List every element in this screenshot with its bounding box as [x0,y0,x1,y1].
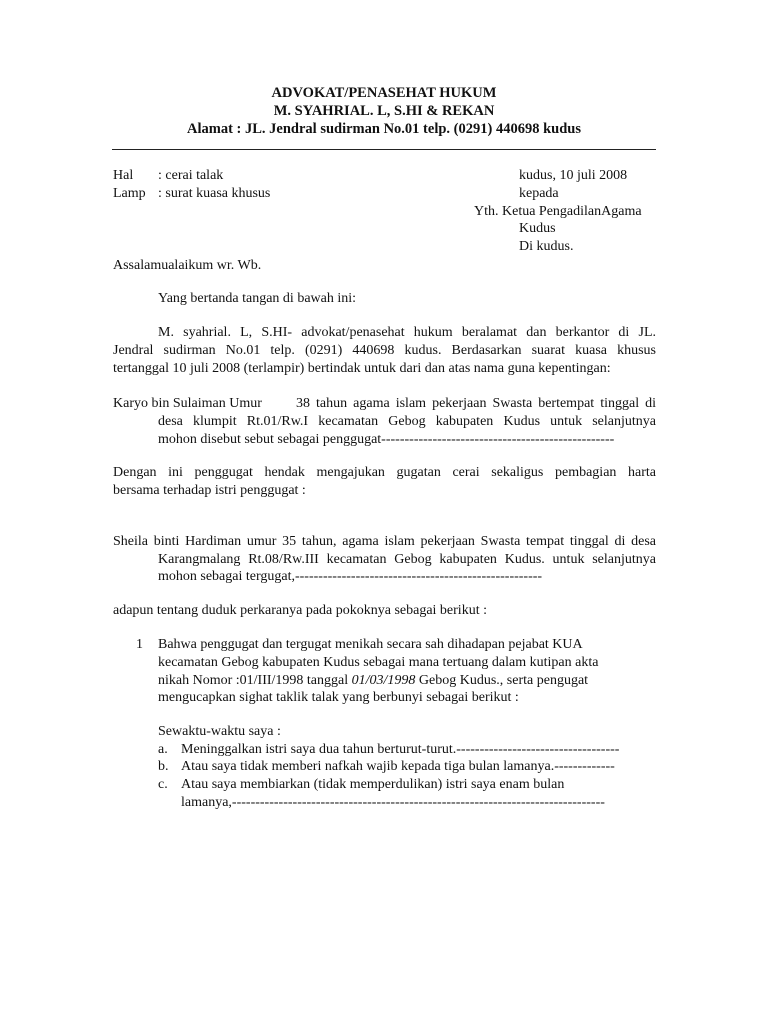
vow-item-c: Atau saya membiarkan (tidak memperdulikan) istri saya enam bulan [181,777,565,792]
vow-item-a: Meninggalkan istri saya dua tahun berturut-turut.----------------------------------- [181,742,620,757]
letter-date: kudus, 10 juli 2008 [519,168,628,183]
vow-marker-c: c. [158,777,168,792]
point1-line-4: mengucapkan sighat taklik talak yang berbunyi sebagai berikut : [158,690,519,705]
advocate-line-3: tertanggal 10 juli 2008 (terlampir) bertindak untuk dari dan atas nama guna kepentingan: [113,361,611,376]
point-number: 1 [136,637,143,652]
recipient-title: Yth. Ketua PengadilanAgama [474,204,642,219]
point1-line-2: kecamatan Gebog kabupaten Kudus sebagai mana tertuang dalam kutipan akta [158,655,599,670]
vow-marker-b: b. [158,759,169,774]
recipient-place: Di kudus. [519,239,574,254]
lamp-value: : surat kuasa khusus [158,186,271,201]
intro-text: Yang bertanda tangan di bawah ini: [158,291,357,306]
salutation: Assalamualaikum wr. Wb. [113,258,262,273]
letterhead-address: Alamat : JL. Jendral sudirman No.01 telp. (0291) 440698 kudus [187,121,581,137]
intent-line-2: bersama terhadap istri penggugat : [113,483,306,498]
point1-line-1: Bahwa penggugat dan tergugat menikah secara sah dihadapan pejabat KUA [158,637,583,652]
letterhead-firm: M. SYAHRIAL. L, S.HI & REKAN [273,103,495,119]
header-divider [112,149,656,150]
hal-value: : cerai talak [158,168,224,183]
defendant-line-3: mohon sebagai tergugat,----------------------------------------------------- [158,569,543,584]
vow-item-b: Atau saya tidak memberi nafkah wajib kepada tiga bulan lamanya.------------- [181,759,615,774]
recipient-city: Kudus [519,221,556,236]
matter-intro: adapun tentang duduk perkaranya pada pokoknya sebagai berikut : [113,603,487,618]
plaintiff-line-3: mohon disebut sebut sebagai penggugat-------------------------------------------------- [158,432,615,447]
defendant-line-1: Sheila binti Hardiman umur 35 tahun, agama islam pekerjaan Swasta tempat tinggal di desa [113,534,656,549]
plaintiff-line-1: 38 tahun agama islam pekerjaan Swasta bertempat tinggal di [296,396,656,411]
kepada-label: kepada [519,186,559,201]
advocate-line-1: M. syahrial. L, S.HI- advokat/penasehat hukum beralamat dan berkantor di JL. [158,325,656,340]
intent-line-1: Dengan ini penggugat hendak mengajukan gugatan cerai sekaligus pembagian harta [113,465,656,480]
plaintiff-line-2: desa klumpit Rt.01/Rw.I kecamatan Gebog kabupaten Kudus untuk selanjutnya [158,414,656,429]
letterhead-title: ADVOKAT/PENASEHAT HUKUM [271,85,497,101]
point1-line-3: nikah Nomor :01/III/1998 tanggal 01/03/1998 Gebog Kudus., serta pengugat [158,673,589,688]
lamp-label: Lamp [113,186,146,201]
marriage-date: 01/03/1998 [351,673,416,688]
vow-heading: Sewaktu-waktu saya : [158,724,281,739]
vow-item-c-continued: lamanya,-------------------------------------------------------------------------------- [181,795,605,810]
hal-label: Hal [113,168,134,183]
plaintiff-name: Karyo bin Sulaiman Umur [113,396,262,411]
defendant-line-2: Karangmalang Rt.08/Rw.III kecamatan Gebog kabupaten Kudus. untuk selanjutnya [158,552,656,567]
vow-marker-a: a. [158,742,168,757]
advocate-line-2: Jendral sudirman No.01 telp. (0291) 440698 kudus. Berdasarkan suarat kuasa khusus [113,343,656,358]
